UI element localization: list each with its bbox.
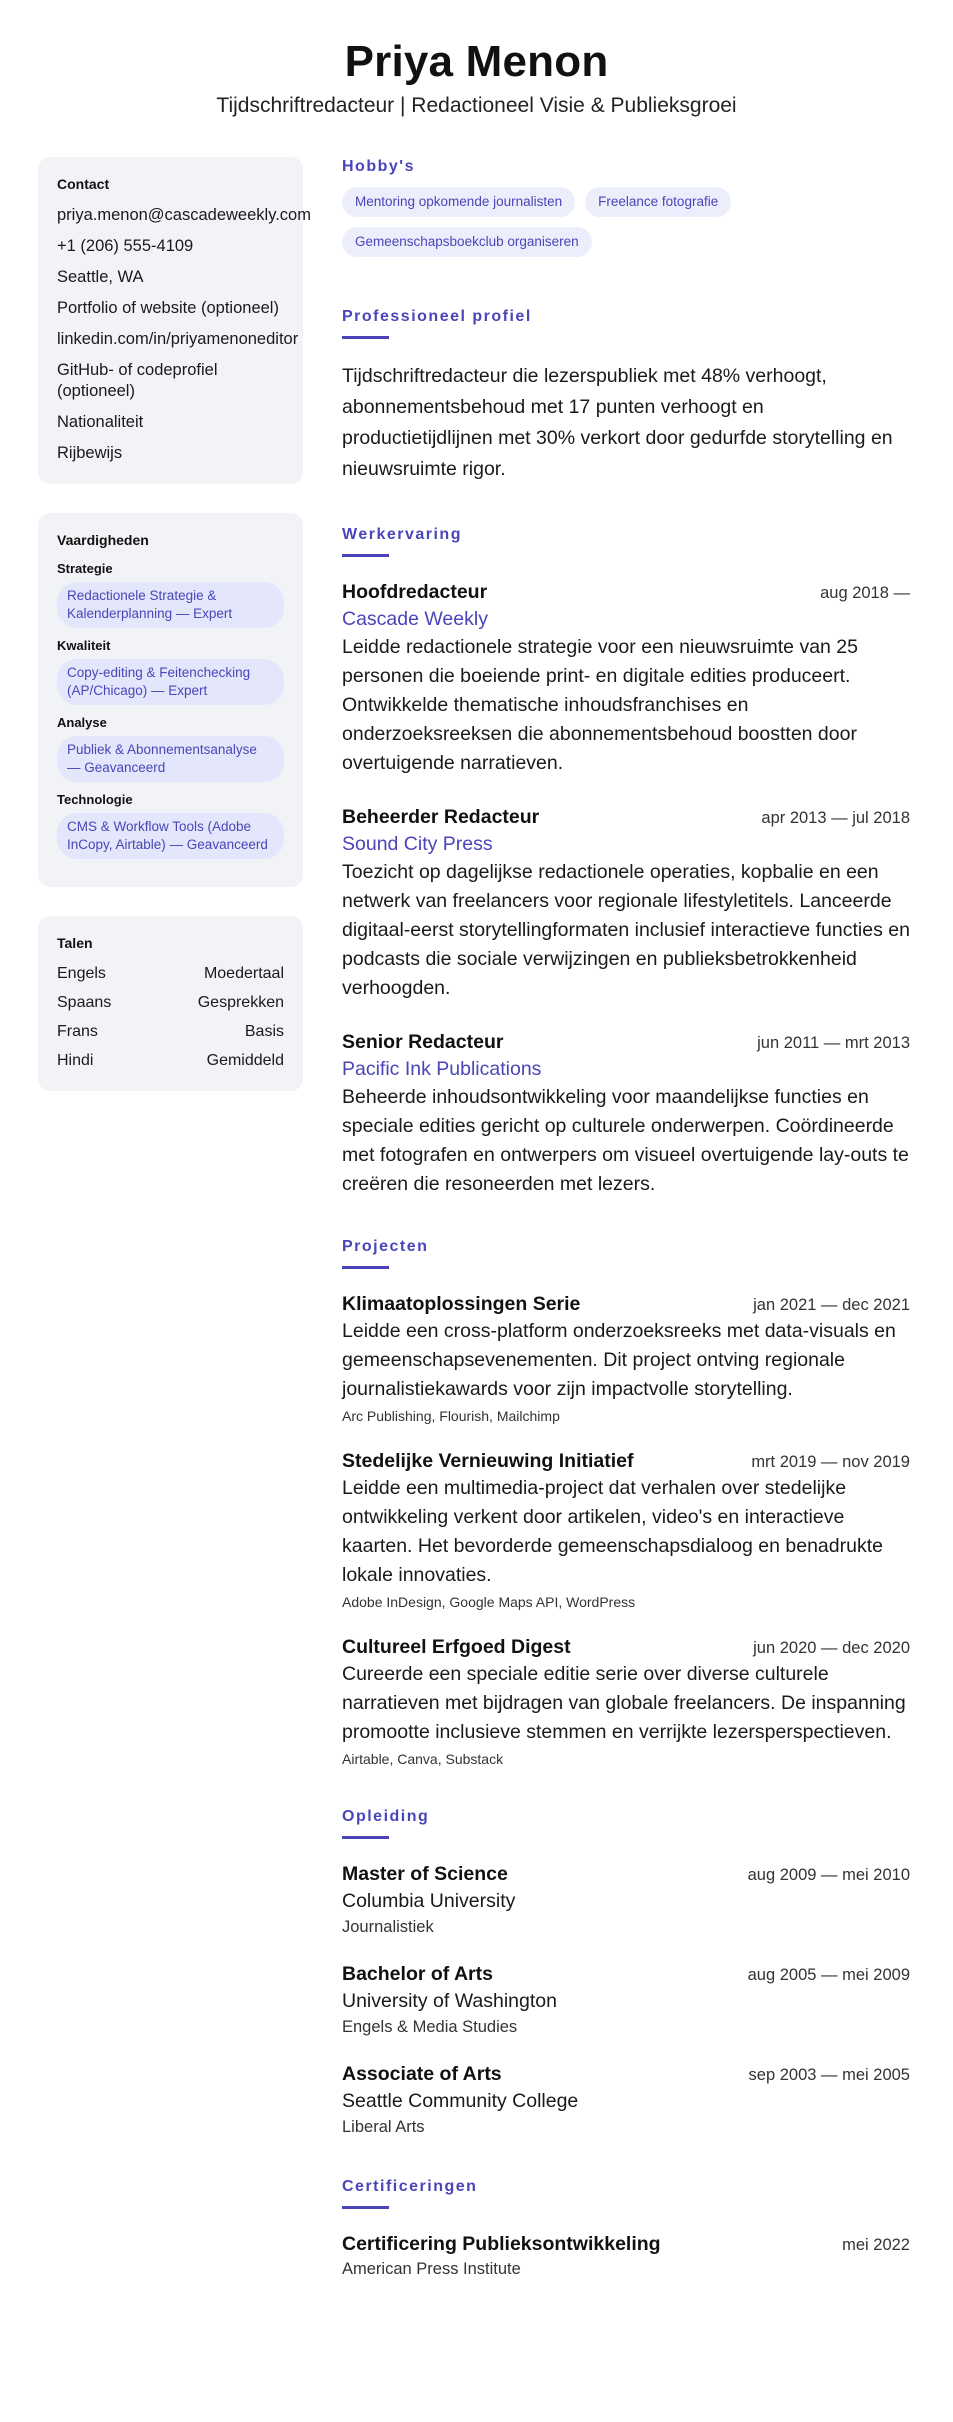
contact-nationality: Nationaliteit <box>57 413 144 431</box>
section-title: Projecten <box>342 1238 429 1255</box>
language-level: Basis <box>244 1023 284 1040</box>
languages-card <box>38 916 303 1091</box>
project-date: jan 2021 — dec 2021 <box>753 1296 910 1314</box>
job-description: Toezicht op dagelijkse redactionele operaties, kopbalie en een netwerk van freelancers voor regionale lifestyletitels. Lanceerde digitaal-eerst storytellingformaten inclusief interactieve functies en podcasts die sociale verwijzingen en publieksbetrokkenheid verhoogden. <box>342 861 910 999</box>
field-of-study: Engels & Media Studies <box>342 2018 518 2036</box>
language-name: Hindi <box>57 1052 94 1069</box>
skill-category: Kwaliteit <box>57 638 111 653</box>
job-date: jun 2011 — mrt 2013 <box>757 1034 910 1052</box>
certification-date: mei 2022 <box>842 2236 910 2254</box>
school: Seattle Community College <box>342 2090 579 2112</box>
projects-section <box>342 1237 910 1769</box>
project-tech: Airtable, Canva, Substack <box>342 1751 504 1767</box>
contact-github[interactable]: GitHub- of codeprofiel (optioneel) <box>57 361 218 400</box>
certification-issuer: American Press Institute <box>342 2260 521 2278</box>
job-date: aug 2018 — <box>820 584 910 602</box>
section-divider <box>342 2206 389 2209</box>
language-row <box>57 964 284 984</box>
section-divider <box>342 1266 389 1269</box>
languages-title: Talen <box>57 935 93 951</box>
certification-name: Certificering Publieksontwikkeling <box>342 2233 661 2255</box>
profile-summary: Tijdschriftredacteur die lezerspubliek met 48% verhoogt, abonnementsbehoud met 17 punten verhoogt en productietijdlijnen met 30% verkort door gedurfde storytelling en nieuwsruimte rigor. <box>342 365 893 480</box>
education-entry <box>342 1961 910 2039</box>
project-name: Cultureel Erfgoed Digest <box>342 1636 571 1658</box>
school: Columbia University <box>342 1890 516 1912</box>
project-name: Klimaatoplossingen Serie <box>342 1293 581 1315</box>
experience-entry <box>342 804 910 1003</box>
skill-pill: CMS & Workflow Tools (Adobe InCopy, Airtable) — Geavanceerd <box>57 813 284 859</box>
hobby-tag: Freelance fotografie <box>585 187 731 217</box>
section-title: Opleiding <box>342 1808 430 1825</box>
skill-category: Technologie <box>57 792 133 807</box>
education-section <box>342 1807 910 2139</box>
education-entry <box>342 2061 910 2139</box>
education-date: aug 2005 — mei 2009 <box>747 1966 910 1984</box>
hobby-tag: Gemeenschapsboekclub organiseren <box>342 227 592 257</box>
candidate-name: Priya Menon <box>344 37 609 86</box>
profile-section <box>342 307 910 485</box>
field-of-study: Liberal Arts <box>342 2118 425 2136</box>
section-title: Hobby's <box>342 158 415 175</box>
contact-phone[interactable]: +1 (206) 555-4109 <box>57 237 194 255</box>
project-date: jun 2020 — dec 2020 <box>753 1639 910 1657</box>
resume-header <box>0 0 953 120</box>
sidebar <box>38 157 311 1120</box>
certification-entry <box>342 2231 910 2281</box>
language-level: Gesprekken <box>197 994 284 1011</box>
project-entry <box>342 1291 910 1426</box>
hobby-tag: Mentoring opkomende journalisten <box>342 187 575 217</box>
school: University of Washington <box>342 1990 557 2012</box>
section-divider <box>342 336 389 339</box>
employer: Cascade Weekly <box>342 608 488 630</box>
education-entry <box>342 1861 910 1939</box>
employer: Sound City Press <box>342 833 493 855</box>
language-level: Moedertaal <box>203 965 284 982</box>
project-description: Leidde een cross-platform onderzoeksreeks met data-visuals en gemeenschapsevenementen. Dit project ontving regionale journalistiekawards voor zijn impactvolle storytelling. <box>342 1320 896 1400</box>
skills-title: Vaardigheden <box>57 532 149 548</box>
skill-pill: Redactionele Strategie & Kalenderplanning — Expert <box>57 582 284 628</box>
project-date: mrt 2019 — nov 2019 <box>751 1453 910 1471</box>
section-divider <box>342 1836 389 1839</box>
language-level: Gemiddeld <box>206 1052 284 1069</box>
language-row <box>57 993 284 1013</box>
project-description: Leidde een multimedia-project dat verhalen over stedelijke ontwikkeling verkent door artikelen, video's en interactieve kaarten. Het bevorderde gemeenschapsdialoog en benadrukte lokale innovaties. <box>342 1477 883 1586</box>
language-name: Engels <box>57 965 106 982</box>
field-of-study: Journalistiek <box>342 1918 434 1936</box>
experience-entry <box>342 1029 910 1199</box>
main-content <box>342 157 910 2315</box>
degree: Master of Science <box>342 1863 508 1885</box>
job-title: Beheerder Redacteur <box>342 806 540 828</box>
section-divider <box>342 554 389 557</box>
hobby-list <box>342 187 910 267</box>
hobbies-section <box>342 157 910 267</box>
project-name: Stedelijke Vernieuwing Initiatief <box>342 1450 634 1472</box>
skill-category: Strategie <box>57 561 113 576</box>
language-name: Frans <box>57 1023 98 1040</box>
candidate-headline: Tijdschriftredacteur | Redactioneel Visie & Publieksgroei <box>216 94 737 117</box>
certifications-section <box>342 2177 910 2281</box>
section-title: Professioneel profiel <box>342 308 532 325</box>
language-row <box>57 1022 284 1042</box>
project-tech: Arc Publishing, Flourish, Mailchimp <box>342 1408 560 1424</box>
job-description: Leidde redactionele strategie voor een nieuwsruimte van 25 personen die boeiende print- en digitale edities produceert. Ontwikkelde thematische inhoudsfranchises en onderzoeksreeksen die abonnementsbehoud boostten door overtuigende narratieven. <box>342 636 858 774</box>
contact-title: Contact <box>57 176 110 192</box>
project-entry <box>342 1448 910 1612</box>
skill-category: Analyse <box>57 715 107 730</box>
contact-email[interactable]: priya.menon@cascadeweekly.com <box>57 206 311 224</box>
contact-linkedin[interactable]: linkedin.com/in/priyamenoneditor <box>57 330 299 348</box>
contact-location: Seattle, WA <box>57 268 144 286</box>
experience-entry <box>342 579 910 778</box>
education-date: aug 2009 — mei 2010 <box>747 1866 910 1884</box>
contact-card <box>38 157 311 484</box>
job-description: Beheerde inhoudsontwikkeling voor maandelijkse functies en speciale edities gericht op culturele onderwerpen. Coördineerde met fotografen en ontwerpers om visueel overtuigende lay-outs te creëren die resoneerden met lezers. <box>342 1086 909 1195</box>
language-row <box>57 1051 284 1071</box>
employer: Pacific Ink Publications <box>342 1058 542 1080</box>
job-title: Senior Redacteur <box>342 1031 504 1053</box>
contact-portfolio[interactable]: Portfolio of website (optioneel) <box>57 299 279 317</box>
experience-section <box>342 525 910 1199</box>
project-entry <box>342 1634 910 1769</box>
project-tech: Adobe InDesign, Google Maps API, WordPress <box>342 1594 636 1610</box>
section-title: Certificeringen <box>342 2178 478 2195</box>
degree: Associate of Arts <box>342 2063 502 2085</box>
job-title: Hoofdredacteur <box>342 581 488 603</box>
section-title: Werkervaring <box>342 526 462 543</box>
skills-card <box>38 513 303 887</box>
job-date: apr 2013 — jul 2018 <box>761 809 910 827</box>
project-description: Cureerde een speciale editie serie over diverse culturele narratieven met bijdragen van globale freelancers. De inspanning promootte inclusieve stemmen en verrijkte lezersperspectieven. <box>342 1663 906 1743</box>
language-name: Spaans <box>57 994 112 1011</box>
skill-pill: Copy-editing & Feitenchecking (AP/Chicago) — Expert <box>57 659 284 705</box>
contact-license: Rijbewijs <box>57 444 123 462</box>
education-date: sep 2003 — mei 2005 <box>748 2066 910 2084</box>
skill-pill: Publiek & Abonnementsanalyse — Geavanceerd <box>57 736 284 782</box>
degree: Bachelor of Arts <box>342 1963 493 1985</box>
